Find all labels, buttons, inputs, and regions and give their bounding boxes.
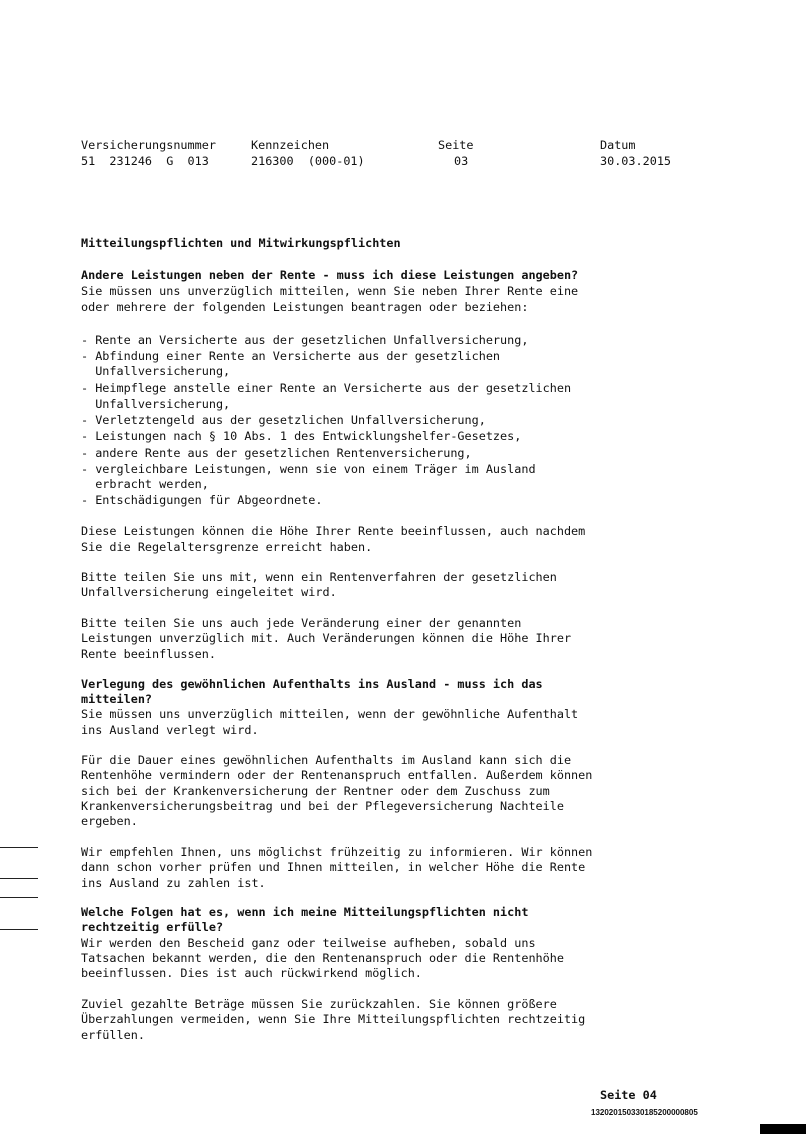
paragraph-line: Sie müssen uns unverzüglich mitteilen, wenn der gewöhnliche Aufenthalt [81, 707, 579, 721]
barcode-number: 132020150330185200000805 [591, 1108, 698, 1117]
list-item: - Abfindung einer Rente an Versicherte aus der gesetzlichen [81, 349, 501, 363]
margin-mark [0, 929, 38, 930]
header-label-seite: Seite [438, 138, 474, 152]
paragraph-line: Rentenhöhe vermindern oder der Rentenanspruch entfallen. Außerdem können [81, 768, 593, 782]
q1-intro-line: oder mehrere der folgenden Leistungen beantragen oder beziehen: [81, 300, 529, 314]
kennzeichen-value: 216300 (000-01) [251, 154, 365, 168]
black-marker [760, 1124, 806, 1134]
paragraph-line: ins Ausland verlegt wird. [81, 723, 259, 737]
paragraph-line: Rente beeinflussen. [81, 647, 216, 661]
paragraph-line: Leistungen unverzüglich mit. Auch Veränderungen können die Höhe Ihrer [81, 631, 572, 645]
list-item: erbracht werden, [81, 477, 209, 491]
paragraph-line: beeinflussen. Dies ist auch rückwirkend möglich. [81, 966, 422, 980]
insurance-number: 51 231246 G 013 [81, 154, 209, 168]
paragraph-line: Sie die Regelaltersgrenze erreicht haben. [81, 540, 373, 554]
q3-heading: Welche Folgen hat es, wenn ich meine Mitteilungspflichten nicht [81, 905, 529, 919]
list-item: - Verletztengeld aus der gesetzlichen Unfallversicherung, [81, 413, 486, 427]
datum-value: 30.03.2015 [600, 154, 672, 168]
margin-mark [0, 847, 38, 848]
section-title: Mitteilungspflichten und Mitwirkungspflichten [81, 236, 401, 250]
paragraph-line: Unfallversicherung eingeleitet wird. [81, 585, 337, 599]
margin-mark [0, 878, 38, 879]
paragraph-line: ins Ausland zu zahlen ist. [81, 876, 266, 890]
q1-intro-line: Sie müssen uns unverzüglich mitteilen, wenn Sie neben Ihrer Rente eine [81, 284, 579, 298]
header-label-datum: Datum [600, 138, 636, 152]
header-label-kennzeichen: Kennzeichen [251, 138, 330, 152]
list-item: - andere Rente aus der gesetzlichen Rentenversicherung, [81, 446, 472, 460]
paragraph-line: Überzahlungen vermeiden, wenn Sie Ihre Mitteilungspflichten rechtzeitig [81, 1012, 586, 1026]
list-item: - Heimpflege anstelle einer Rente an Versicherte aus der gesetzlichen [81, 381, 572, 395]
list-item: - Rente an Versicherte aus der gesetzlichen Unfallversicherung, [81, 333, 529, 347]
list-item: Unfallversicherung, [81, 364, 231, 378]
paragraph-line: Wir empfehlen Ihnen, uns möglichst frühzeitig zu informieren. Wir können [81, 845, 593, 859]
margin-mark [0, 897, 38, 898]
list-item: - Entschädigungen für Abgeordnete. [81, 493, 323, 507]
paragraph-line: Wir werden den Bescheid ganz oder teilweise aufheben, sobald uns [81, 936, 536, 950]
paragraph-line: Diese Leistungen können die Höhe Ihrer Rente beeinflussen, auch nachdem [81, 524, 586, 538]
paragraph-line: Bitte teilen Sie uns auch jede Veränderung einer der genannten [81, 616, 522, 630]
paragraph-line: sich bei der Krankenversicherung der Rentner oder dem Zuschuss zum [81, 784, 550, 798]
q3-heading: rechtzeitig erfülle? [81, 920, 224, 934]
q2-heading: mitteilen? [81, 692, 153, 706]
next-page-label: Seite 04 [600, 1088, 657, 1102]
paragraph-line: Für die Dauer eines gewöhnlichen Aufenthalts im Ausland kann sich die [81, 753, 572, 767]
list-item: Unfallversicherung, [81, 397, 231, 411]
seite-value: 03 [454, 154, 469, 168]
list-item: - Leistungen nach § 10 Abs. 1 des Entwicklungshelfer-Gesetzes, [81, 429, 522, 443]
q2-heading: Verlegung des gewöhnlichen Aufenthalts ins Ausland - muss ich das [81, 677, 543, 691]
list-item: - vergleichbare Leistungen, wenn sie von einem Träger im Ausland [81, 462, 536, 476]
paragraph-line: erfüllen. [81, 1028, 145, 1042]
paragraph-line: Zuviel gezahlte Beträge müssen Sie zurückzahlen. Sie können größere [81, 997, 557, 1011]
paragraph-line: ergeben. [81, 814, 138, 828]
paragraph-line: Bitte teilen Sie uns mit, wenn ein Rentenverfahren der gesetzlichen [81, 570, 557, 584]
paragraph-line: Krankenversicherungsbeitrag und bei der Pflegeversicherung Nachteile [81, 799, 564, 813]
paragraph-line: Tatsachen bekannt werden, die den Rentenanspruch oder die Rentenhöhe [81, 951, 564, 965]
header-label-insurance-number: Versicherungsnummer [81, 138, 216, 152]
paragraph-line: dann schon vorher prüfen und Ihnen mitteilen, in welcher Höhe die Rente [81, 860, 586, 874]
q1-heading: Andere Leistungen neben der Rente - muss ich diese Leistungen angeben? [81, 268, 579, 282]
